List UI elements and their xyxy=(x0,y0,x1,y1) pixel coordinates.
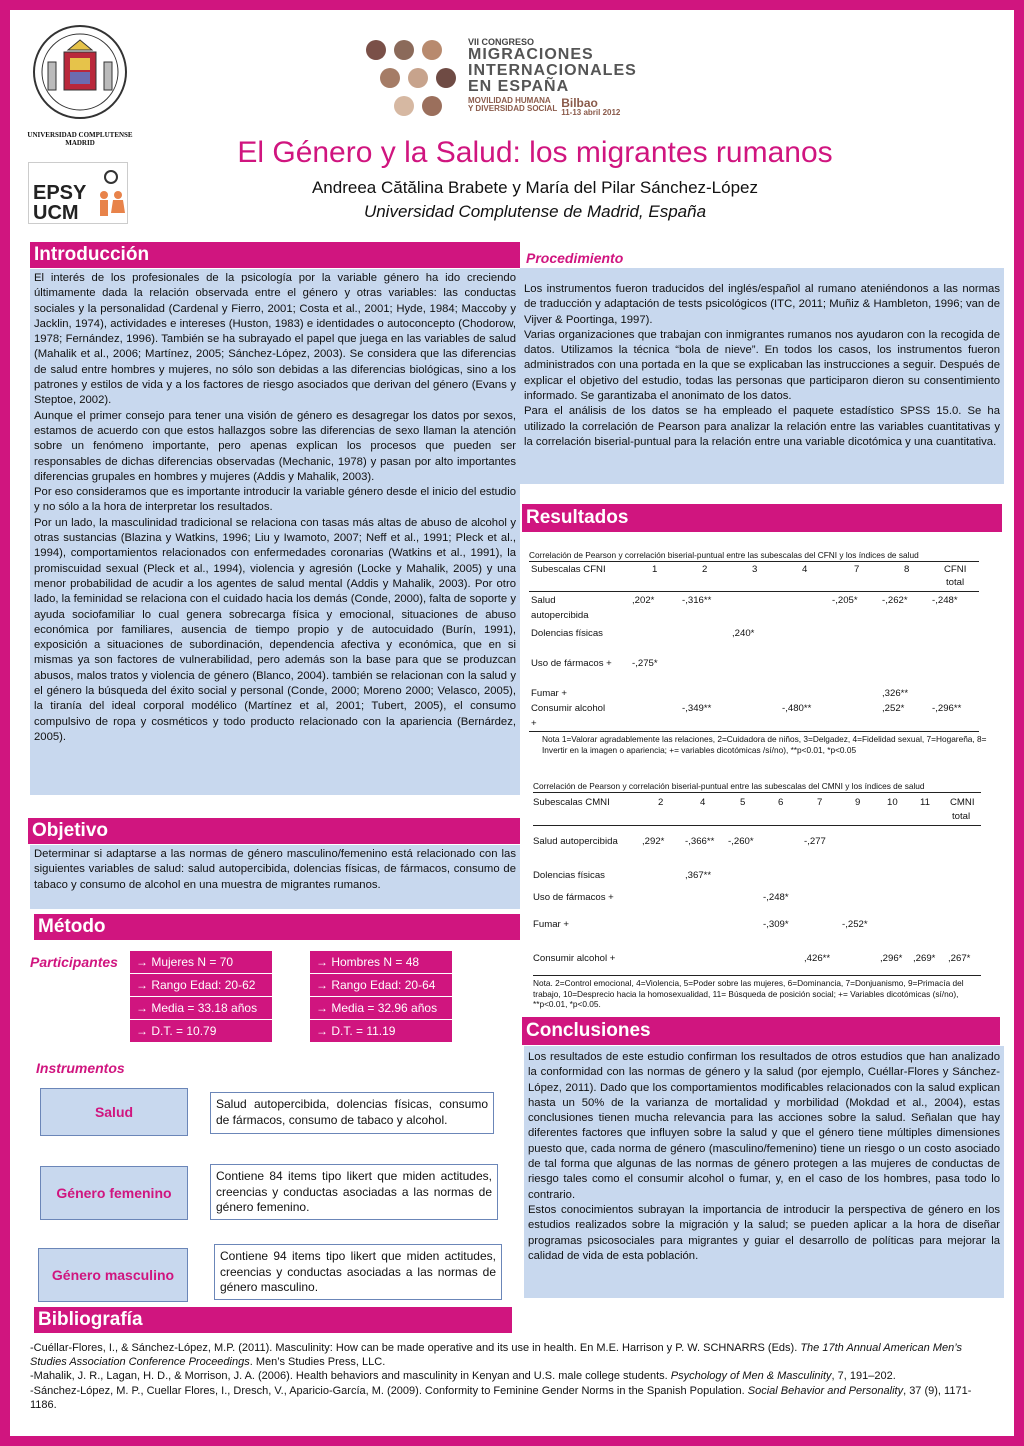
table-cmni-header: 9 xyxy=(855,797,861,808)
congress-city: Bilbao xyxy=(561,96,598,110)
logo-dot xyxy=(422,96,442,116)
congress-line6: Y DIVERSIDAD SOCIAL xyxy=(468,104,558,113)
table-cfni-row-label: Fumar + xyxy=(531,688,567,699)
ucm-seal-icon xyxy=(24,22,136,122)
congress-line4: EN ESPAÑA xyxy=(468,78,570,95)
table-cfni-header: total xyxy=(946,577,965,588)
table-cfni-cell: ,252* xyxy=(882,703,905,714)
instrumento-genero-femenino: Género femenino xyxy=(40,1166,188,1220)
epsy-logo xyxy=(28,162,128,224)
bibliografia-heading: Bibliografía xyxy=(34,1307,512,1333)
table-cfni-row-label: + xyxy=(531,718,537,729)
table-cmni-header: 7 xyxy=(817,797,823,808)
table-cmni-header: 2 xyxy=(658,797,664,808)
table-cfni xyxy=(520,548,987,758)
page-title: El Género y la Salud: los migrantes rumanos xyxy=(237,136,833,169)
instrumento-genero-masculino-desc: Contiene 94 items tipo likert que miden actitudes, creencias y conductas asociadas a las normas de género masculino. xyxy=(214,1244,502,1300)
proc-paragraph: Varias organizaciones que trabajan con inmigrantes rumanos nos ayudaron con la recogida de datos. Utilizamos la técnica “bola de nieve”. En todos los casos, los instrumentos fueron administrados con una portada en la que se explicaban las instrucciones a seguir. Después de explicar el objetivo del estudio, todas las personas que participaron dieron su consentimiento informado. Se garantizaba el anonimato de los datos. xyxy=(524,328,1000,403)
table-cfni-cell: -,205* xyxy=(832,595,858,606)
table-cmni-caption: Correlación de Pearson y correlación biserial-puntual entre las subescalas del CMNI y los índices de salud xyxy=(533,781,925,791)
table-cmni-row-label: Uso de fármacos + xyxy=(533,892,614,903)
bib-ref: -Sánchez-López, M. P., Cuellar Flores, I., Dresch, V., Aparicio-García, M. (2009). Conformity to Feminine Gender Norms in the Spanish Population. Social Behavior and Personality, 37 (9), 1171-1186. xyxy=(30,1384,972,1411)
logo-dot xyxy=(394,96,414,116)
table-cfni-caption: Correlación de Pearson y correlación biserial-puntual entre las subescalas del CFNI y los índices de salud xyxy=(529,550,919,560)
table-cmni-note: Nota. 2=Control emocional, 4=Violencia, 5=Poder sobre las mujeres, 6=Dominancia, 7=Donjuanismo, 9=Primacía del trabajo, 10=Desprecio hacia la homosexualidad, 11= Búsqueda de posición social; += Variables dicotómicas (sí/no), **p<0.01, *p<0.05. xyxy=(533,978,964,1009)
instrumento-genero-masculino: Género masculino xyxy=(38,1248,188,1302)
table-cmni-row-label: Salud autopercibida xyxy=(533,836,618,847)
table-cmni-header: 4 xyxy=(700,797,706,808)
introduccion-body xyxy=(30,269,520,795)
logo-dot xyxy=(422,40,442,60)
intro-paragraph: Por eso consideramos que es importante introducir la variable género desde el inicio del estudio y no sólo a la hora de interpretar los resultados. xyxy=(34,486,516,514)
gender-figures-icon xyxy=(95,169,127,221)
table-cmni-cell: -,277 xyxy=(804,836,826,847)
table-cmni-header: Subescalas CMNI xyxy=(533,797,610,808)
objetivo-heading: Objetivo xyxy=(28,818,520,844)
bibliografia-body xyxy=(30,1341,980,1412)
table-cmni-cell: ,269* xyxy=(913,953,936,964)
table-cmni-cell: -,309* xyxy=(763,919,789,930)
table-cfni-row-label: Consumir alcohol xyxy=(531,703,606,714)
ucm-logo-text: UNIVERSIDAD COMPLUTENSE MADRID xyxy=(27,131,133,147)
table-cfni-cell: ,326** xyxy=(882,688,909,699)
congress-logo xyxy=(360,32,650,136)
epsy-logo-text: EPSY UCM xyxy=(33,182,86,224)
table-cfni-header: CFNI xyxy=(944,564,967,575)
table-cfni-header: 8 xyxy=(904,564,910,575)
congress-line2: MIGRACIONES xyxy=(468,46,594,63)
table-cmni-cell: -,260* xyxy=(728,836,754,847)
table-cmni-cell: ,267* xyxy=(948,953,971,964)
table-cmni-header: 10 xyxy=(887,797,898,808)
table-cfni-header: 7 xyxy=(854,564,860,575)
table-cfni-cell: ,240* xyxy=(732,628,755,639)
ucm-logo xyxy=(24,22,136,150)
mujeres-rango: → Rango Edad: 20-62 xyxy=(130,974,272,996)
table-cmni-row-label: Fumar + xyxy=(533,919,569,930)
table-cmni-header: CMNI xyxy=(950,797,975,808)
logo-dot xyxy=(408,68,428,88)
metodo-heading: Método xyxy=(34,914,520,940)
proc-paragraph: Los instrumentos fueron traducidos del inglés/español al rumano ateniéndonos a las normas de traducción y adaptación de tests psicológicos (ITC, 2011; Muñiz & Hambleton, 1996; van de Vijver & Poortinga, 1997). xyxy=(524,283,1000,326)
hombres-n: → Hombres N = 48 xyxy=(310,951,452,973)
mujeres-dt: → D.T. = 10.79 xyxy=(130,1020,272,1042)
table-cfni-header: 2 xyxy=(702,564,708,575)
table-cmni-header: total xyxy=(952,811,971,822)
hombres-rango: → Rango Edad: 20-64 xyxy=(310,974,452,996)
table-cmni-header: 5 xyxy=(740,797,746,808)
table-cfni-row-label: Salud xyxy=(531,595,556,606)
logo-dot xyxy=(394,40,414,60)
table-cmni-row-label: Consumir alcohol + xyxy=(533,953,616,964)
table-cmni-header: 6 xyxy=(778,797,784,808)
table-cfni-header: 3 xyxy=(752,564,758,575)
congress-line5: MOVILIDAD HUMANA xyxy=(468,96,551,105)
concl-paragraph: Estos conocimientos subrayan la importancia de introducir la perspectiva de género en los estudios realizados sobre la migración y la salud; se pueden aplicar a la hora de diseñar programas psicosociales para migrantes y guiar el desarrollo de políticas para mejorar la calidad de vida de esta población. xyxy=(528,1203,1000,1262)
instrumento-salud: Salud xyxy=(40,1088,188,1136)
table-cfni-row-label: Uso de fármacos + xyxy=(531,658,612,669)
intro-paragraph: Aunque el primer consejo para tener una visión de género es desagregar los datos por sexos, estamos de acuerdo con que estos hallazgos sobre las diferencias de sexo llaman la atención sobre un fenómeno importante, pero apenas explican los procesos que pueden ser responsables de dichas diferencias observadas (Mechanic, 1978) y pasan por alto importantes diferencias grupales en hombres y mujeres (Addis y Mahalik, 2003). xyxy=(34,409,516,483)
table-cfni-cell: -,248* xyxy=(932,595,958,606)
hombres-dt: → D.T. = 11.19 xyxy=(310,1020,452,1042)
table-cmni-row-label: Dolencias físicas xyxy=(533,870,605,881)
table-cfni-cell: -,275* xyxy=(632,658,658,669)
mujeres-media: → Media = 33.18 años xyxy=(130,997,272,1019)
logo-dot xyxy=(380,68,400,88)
intro-paragraph: Por un lado, la masculinidad tradicional se relaciona con tasas más altas de abuso de alcohol y otras sustancias (Blazina y Watkins, 1996; Liu y Iwamoto, 2007; Neff et al., 1991; Pleck et al., 1994), comportamientos relacionados con enfermedades coronarias (Watkins et al., 1991), la promiscuidad sexual (Pleck et al., 1994), violencia y agresión (Locke y Mahalik, 2005) y una menor probabilidad de acudir a los agentes de salud mental (Addis y Mahalik, 2003). Por otro lado, la feminidad se relaciona con el cuidado hacia los demás (Conde, 2000), falta de soporte y ayuda sociofamiliar lo cual genera sobrecarga física y emocional, situaciones de abuso económica por familiares, ausencia de tiempo propio y de autocuidado (Burín, 1991), exposición a situaciones de subordinación, dependencia afectiva y económica, que en si mismas ya son factores de vulnerabilidad, pero además son la base para que se produzcan abusos, malos tratos y violencia de género (Blanco, 2004). también se relacionan con la salud y el género la búsqueda del éxito social y personal (Conde, 2000; Moreno 2000; Velasco, 2005), la tiranía del ideal corporal modélico (Martínez et al, 2001; Tubert, 2005), el consumo compulsivo de ropa y cosméticos y todo producto relacionado con la apariencia (Bernárdez, 2005). xyxy=(34,516,516,743)
table-cmni-cell: ,292* xyxy=(642,836,665,847)
procedimiento-body xyxy=(520,268,1004,484)
resultados-heading: Resultados xyxy=(522,504,1002,532)
table-cfni-cell: -,316** xyxy=(682,595,712,606)
table-cfni-row-label: autopercibida xyxy=(531,610,589,621)
table-cmni-cell: -,252* xyxy=(842,919,868,930)
introduccion-heading: Introducción xyxy=(30,242,520,268)
logo-dot xyxy=(366,40,386,60)
bib-ref: -Mahalik, J. R., Lagan, H. D., & Morrison, J. A. (2006). Health behaviors and masculinity in Kenyan and U.S. male college students. Psychology of Men & Masculinity, 7, 191–202. xyxy=(30,1370,896,1383)
table-cmni-cell: ,367** xyxy=(685,870,712,881)
objetivo-body: Determinar si adaptarse a las normas de género masculino/femenino está relacionado con las siguientes variables de salud: salud autopercibida, dolencias físicas, de fármacos, consumo de tabaco y consumo de alcohol en una muestra de migrantes rumanos. xyxy=(30,845,520,909)
conclusiones-heading: Conclusiones xyxy=(522,1017,1000,1045)
table-cfni-cell: -,296** xyxy=(932,703,962,714)
proc-paragraph: Para el análisis de los datos se ha empleado el paquete estadístico SPSS 15.0. Se ha utilizado la correlación de Pearson para analizar la relación entre las variables cuantitativas y la correlación biserial-puntual para la relación entre una variable dicotómica y una cuantitativa. xyxy=(524,405,1000,448)
table-cfni-cell: ,202* xyxy=(632,595,655,606)
table-cfni-header: 1 xyxy=(652,564,658,575)
table-cmni-cell: -,366** xyxy=(685,836,715,847)
table-cfni-cell: -,480** xyxy=(782,703,812,714)
table-cfni-header: 4 xyxy=(802,564,808,575)
congress-line1: VII CONGRESO xyxy=(468,37,535,47)
authors: Andreea Cătălina Brabete y María del Pilar Sánchez-López xyxy=(311,178,759,197)
instrumento-salud-desc: Salud autopercibida, dolencias físicas, consumo de fármacos, consumo de tabaco y alcohol. xyxy=(210,1092,494,1134)
table-cmni-header: 11 xyxy=(920,797,930,808)
table-cmni-cell: -,248* xyxy=(763,892,789,903)
mujeres-n: → Mujeres N = 70 xyxy=(130,951,272,973)
conclusiones-body xyxy=(524,1046,1004,1298)
instrumento-genero-femenino-desc: Contiene 84 items tipo likert que miden actitudes, creencias y conductas asociadas a las normas de género femenino. xyxy=(210,1164,498,1220)
table-cmni-cell: ,296* xyxy=(880,953,903,964)
affiliation: Universidad Complutense de Madrid, España xyxy=(363,202,707,221)
table-cmni-cell: ,426** xyxy=(804,953,831,964)
table-cfni-cell: -,349** xyxy=(682,703,712,714)
concl-paragraph: Los resultados de este estudio confirman los resultados de otros estudios que han analizado la conformidad con las normas de género y la salud (por ejemplo, Cuéllar-Flores y Sánchez-López, 2011). Dado que los comportamientos modificables relacionados con la salud explican hasta un 50% de la varianza de mortalidad y morbilidad (Mokdad et al., 2004), estas conclusiones tienen mucha relevancia para las acciones sobre la salud. Señalan que hay diferentes factores que influyen sobre la salud y que el género tiene múltiples dimensiones puesto que, cada norma de género (masculino/femenino) tiene un riesgo o un costo asociado de tal forma que algunas de las normas de género protegen a las mujeres de conductas de riesgo tales como el consumir alcohol o fumar, y, en el caso de los hombres, pasa todo lo contrario. xyxy=(528,1051,1000,1201)
bib-ref: -Cuéllar-Flores, I., & Sánchez-López, M.P. (2011). Masculinity: How can be made operative and its use in health. En M.E. Harrison y P. W. SCHNARRS (Eds). The 17th Annual American Men’s Studies Association Conference Proceedings. Men’s Studies Press, LLC. xyxy=(30,1342,962,1369)
congress-line3: INTERNACIONALES xyxy=(468,62,637,79)
table-cfni-note: Nota 1=Valorar agradablemente las relaciones, 2=Cuidadora de niños, 3=Delgadez, 4=Fidelidad sexual, 7=Hogareña, 8= Invertir en la imagen o apariencia; += variables dicotómicas /sí/no), **p<0.01, *p<0.05 xyxy=(542,734,987,755)
poster xyxy=(10,10,1014,1436)
logo-dot xyxy=(436,68,456,88)
hombres-media: → Media = 32.96 años xyxy=(310,997,452,1019)
table-cfni-row-label: Dolencias físicas xyxy=(531,628,603,639)
table-cfni-cell: -,262* xyxy=(882,595,908,606)
intro-paragraph: El interés de los profesionales de la psicología por la variable género ha ido creciendo últimamente dada la relación observada entre el género y otras variables: las conductas sociales y la personalidad (Cardenal y Fierro, 2001; Costa et al., 2001; Hyde, 1984; Maccoby y Jacklin, 1974), actividades e intereses (Huston, 1983) e identidades o autoconcepto (Chodorow, 1978; Fernández, 1996). También se ha subrayado el papel que juega en las variables de salud (Mahalik et al., 2006; Martínez, 2005; Sánchez-López, 2003). Se considera que las diferencias de salud entre hombres y mujeres, no sólo son debidas a las diferencias biológicas, sino a los patrones y estilos de vida y a los factores de riesgo asociados que derivan del género (Evans y Steptoe, 2002). xyxy=(34,272,516,407)
congress-dates: 11-13 abril 2012 xyxy=(561,108,621,117)
table-cmni xyxy=(520,780,980,1010)
procedimiento-heading: Procedimiento xyxy=(526,250,624,266)
table-cfni-header: Subescalas CFNI xyxy=(531,564,606,575)
participantes-label: Participantes xyxy=(30,954,118,970)
instrumentos-label: Instrumentos xyxy=(36,1060,125,1076)
